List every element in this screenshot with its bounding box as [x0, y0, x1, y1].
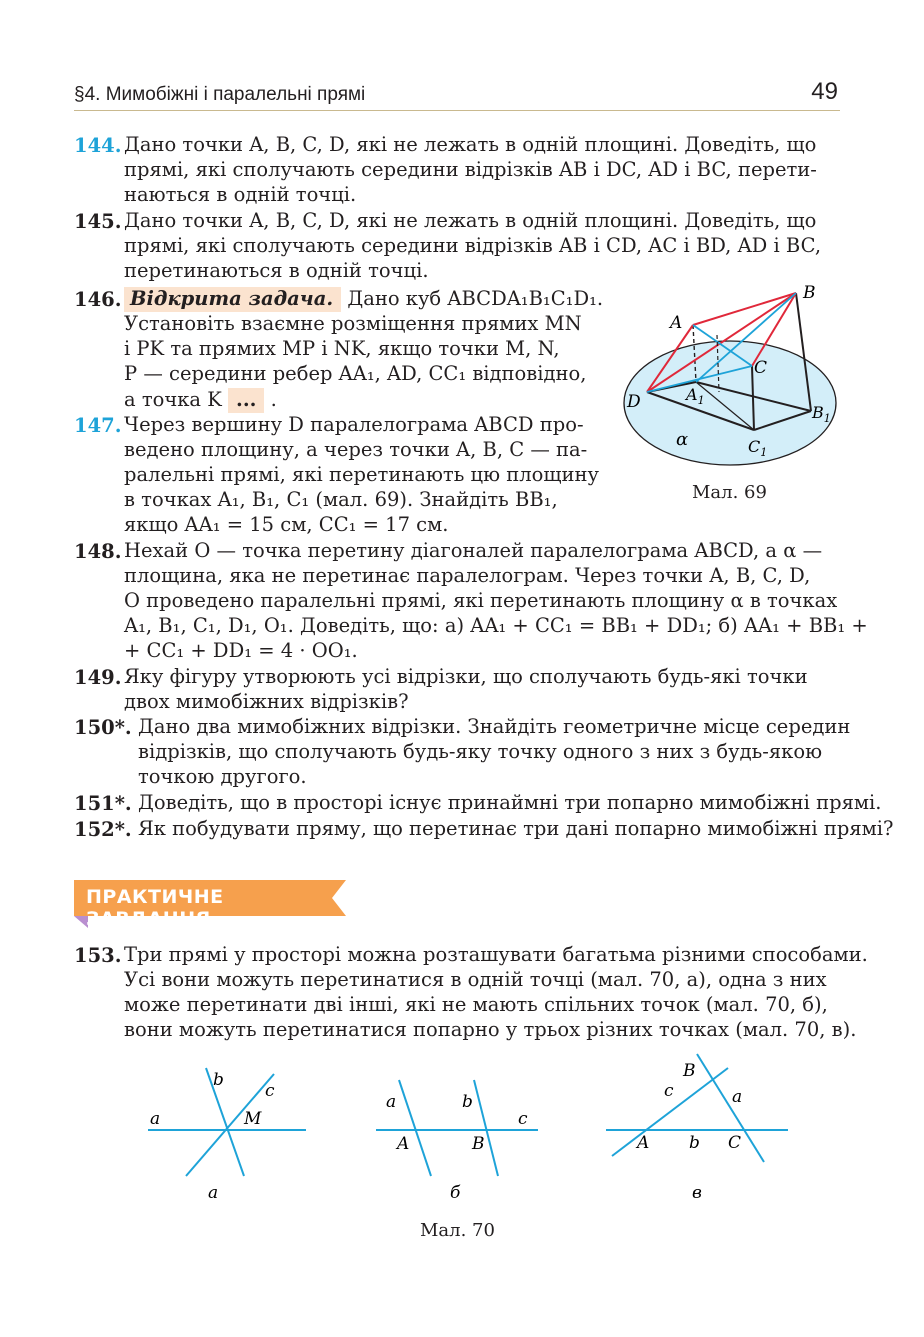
subfigure-letter-b: б [450, 1183, 461, 1203]
figure-70-v [606, 1054, 788, 1203]
problem-146-line: Установіть взаємне розміщення прямих MN [124, 312, 582, 335]
label-C1: $C_1$ [748, 437, 768, 459]
banner-title: ПРАКТИЧНЕ ЗАВДАННЯ [86, 886, 224, 930]
problem-150-line: Дано два мимобіжних відрізки. Знайдіть геометричне місце середин [138, 715, 851, 738]
label-a: a [732, 1087, 743, 1107]
label-b: b [213, 1070, 224, 1090]
problem-144-line: наються в одній точці. [124, 183, 357, 206]
figure-69-caption: Мал. 69 [692, 482, 767, 503]
problem-149-line: Яку фігуру утворюють усі відрізки, що сполучають будь-які точки [124, 665, 808, 688]
figure-70-a [148, 1068, 306, 1203]
problem-148-line: A₁, B₁, C₁, D₁, O₁. Доведіть, що: а) AA₁ + CC₁ = BB₁ + DD₁; б) AA₁ + BB₁ + [124, 614, 868, 637]
figure-70-b [376, 1080, 538, 1203]
label-A: A [397, 1134, 410, 1154]
problem-153-line: Три прямі у просторі можна розташувати багатьма різними способами. [124, 943, 868, 966]
problem-149-line: двох мимобіжних відрізків? [124, 690, 409, 713]
line-b [206, 1068, 244, 1176]
problem-152-line: Як побудувати пряму, що перетинає три дані попарно мимобіжні прямі? [138, 817, 894, 840]
line-b [474, 1080, 498, 1176]
problem-150-line: точкою другого. [138, 765, 307, 788]
problem-147-line: ралельні прямі, які перетинають цю площину [124, 463, 599, 486]
figure-70-lines-diagram [140, 1050, 800, 1210]
figure-70-caption: Мал. 70 [420, 1220, 495, 1241]
problem-148-line: + CC₁ + DD₁ = 4 · OO₁. [124, 639, 358, 662]
problem-153-line: може перетинати дві інші, які не мають спільних точок (мал. 70, б), [124, 993, 828, 1016]
label-c: c [518, 1109, 528, 1129]
problem-148-line: площина, яка не перетинає паралелограм. Через точки A, B, C, D, [124, 564, 811, 587]
problem-147-line: Через вершину D паралелограма ABCD про- [124, 413, 584, 436]
label-B: B [803, 283, 816, 303]
label-B: B [472, 1134, 485, 1154]
label-b: b [462, 1092, 473, 1112]
open-task-label: Відкрита задача. [124, 287, 341, 312]
label-C: C [754, 358, 768, 378]
practical-task-banner [74, 880, 346, 930]
problem-146-line: і PK та прямих MP і NK, якщо точки M, N, [124, 337, 560, 360]
problem-148-number: 148. [74, 540, 122, 563]
line-a [399, 1080, 431, 1176]
subfigure-letter-v: в [692, 1183, 702, 1203]
label-b: b [689, 1133, 700, 1153]
problem-146-last-line-end: . [270, 388, 277, 411]
problem-145-number: 145. [74, 210, 122, 233]
problem-146-first-line [124, 286, 603, 311]
problem-146-first-line-rest: Дано куб ABCDA₁B₁C₁D₁. [347, 287, 604, 310]
label-a: a [150, 1109, 161, 1129]
problem-151-line: Доведіть, що в просторі існує принаймні три попарно мимобіжні прямі. [138, 791, 882, 814]
problem-145-line: Дано точки A, B, C, D, які не лежать в одній площині. Доведіть, що [124, 209, 817, 232]
page-number: 49 [811, 78, 838, 105]
label-B: B [683, 1061, 696, 1081]
problem-147-number: 147. [74, 414, 122, 437]
label-c: c [664, 1081, 674, 1101]
problem-150-line: відрізків, що сполучають будь-яку точку одного з них з будь-якою [138, 740, 823, 763]
label-D: D [627, 392, 641, 412]
problem-145-line: перетинаються в одній точці. [124, 259, 429, 282]
label-M: M [244, 1109, 262, 1129]
problem-146-last-line-start: а точка K [124, 388, 222, 411]
label-A: A [637, 1133, 650, 1153]
page-header [74, 78, 840, 111]
problem-146-line: P — середини ребер AA₁, AD, CC₁ відповідно, [124, 362, 587, 385]
label-A: A [670, 313, 683, 333]
problem-146-last-line [124, 387, 277, 412]
label-alpha: α [676, 429, 689, 450]
problem-148-line: O проведено паралельні прямі, які перетинають площину α в точках [124, 589, 838, 612]
problem-144-line: прямі, які сполучають середини відрізків AB і DC, AD і BC, перети- [124, 158, 817, 181]
problem-144-number: 144. [74, 134, 122, 157]
label-c: c [265, 1081, 275, 1101]
label-C: C [728, 1133, 742, 1153]
subfigure-letter-a: а [208, 1183, 219, 1203]
figure-69-cube-diagram [618, 280, 844, 470]
problem-145-line: прямі, які сполучають середини відрізків AB і CD, AC і BD, AD і BC, [124, 234, 822, 257]
problem-146-number: 146. [74, 288, 122, 311]
problem-151-number: 151*. [74, 792, 132, 815]
problem-153-line: вони можуть перетинатися попарно у трьох різних точках (мал. 70, в). [124, 1018, 857, 1041]
problem-153-number: 153. [74, 944, 122, 967]
problem-148-line: Нехай O — точка перетину діагоналей паралелограма ABCD, а α — [124, 539, 823, 562]
answer-blank: ... [228, 388, 264, 413]
problem-144-line: Дано точки A, B, C, D, які не лежать в одній площині. Доведіть, що [124, 133, 817, 156]
label-B1: $B_1$ [812, 403, 831, 425]
problem-147-line: в точках A₁, B₁, C₁ (мал. 69). Знайдіть BB₁, [124, 488, 558, 511]
problem-147-line: якщо AA₁ = 15 см, CC₁ = 17 см. [124, 513, 449, 536]
label-A1: $A_1$ [686, 385, 705, 407]
section-title: §4. Мимобіжні і паралельні прямі [74, 84, 366, 105]
problem-150-number: 150*. [74, 716, 132, 739]
problem-147-line: ведено площину, а через точки A, B, C — па- [124, 438, 588, 461]
label-a: a [386, 1092, 397, 1112]
problem-153-line: Усі вони можуть перетинатися в одній точці (мал. 70, а), одна з них [124, 968, 827, 991]
problem-152-number: 152*. [74, 818, 132, 841]
problem-149-number: 149. [74, 666, 122, 689]
